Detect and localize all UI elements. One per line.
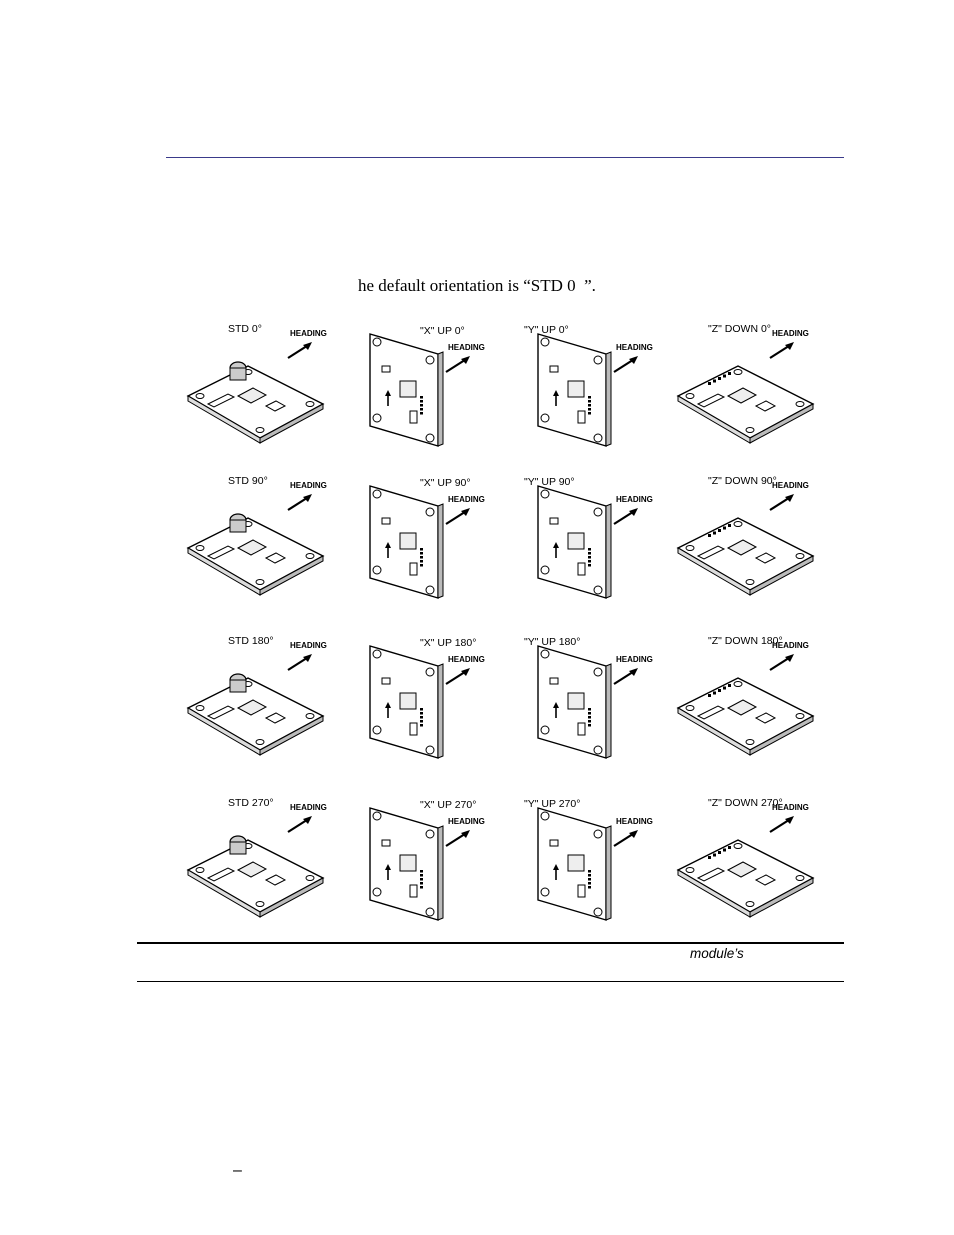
heading-label: HEADING (772, 641, 809, 650)
orientation-panel (178, 630, 343, 770)
heading-arrow-icon (770, 641, 809, 670)
board-illustration (178, 318, 343, 458)
board-drawing (370, 334, 443, 446)
board-illustration (350, 630, 515, 770)
board-illustration (668, 318, 833, 458)
figure-caption: module’s (690, 946, 744, 961)
orientation-panel (350, 470, 515, 610)
heading-arrow-icon (614, 817, 653, 846)
orientation-panel (668, 470, 833, 610)
heading-label: HEADING (772, 329, 809, 338)
board-illustration (518, 630, 683, 770)
orientation-label: "X" UP 270° (420, 799, 477, 811)
orientation-panel (178, 792, 343, 932)
board-illustration (668, 792, 833, 932)
orientation-label: STD 90° (228, 475, 268, 487)
heading-label: HEADING (616, 817, 653, 826)
heading-label: HEADING (616, 495, 653, 504)
board-drawing (538, 486, 611, 598)
heading-arrow-icon (446, 495, 485, 524)
heading-label: HEADING (448, 817, 485, 826)
orientation-label: "X" UP 0° (420, 325, 465, 337)
board-drawing (678, 840, 813, 917)
orientation-label: STD 0° (228, 323, 262, 335)
orientation-panel (518, 470, 683, 610)
orientation-label: STD 180° (228, 635, 274, 647)
heading-arrow-icon (614, 495, 653, 524)
board-illustration (178, 630, 343, 770)
orientation-label: "Y" UP 180° (524, 636, 581, 648)
board-illustration (518, 792, 683, 932)
heading-label: HEADING (448, 495, 485, 504)
heading-arrow-icon (614, 655, 653, 684)
heading-label: HEADING (772, 481, 809, 490)
heading-arrow-icon (288, 803, 327, 832)
heading-label: HEADING (616, 343, 653, 352)
heading-arrow-icon (770, 481, 809, 510)
board-drawing (370, 486, 443, 598)
heading-arrow-icon (288, 481, 327, 510)
board-drawing (188, 514, 323, 595)
heading-arrow-icon (446, 343, 485, 372)
board-illustration (518, 470, 683, 610)
board-drawing (188, 836, 323, 917)
orientation-panel (668, 792, 833, 932)
board-illustration (668, 630, 833, 770)
board-drawing (188, 362, 323, 443)
board-drawing (370, 646, 443, 758)
orientation-panel (350, 630, 515, 770)
board-drawing (188, 674, 323, 755)
orientation-label: "Y" UP 90° (524, 476, 575, 488)
orientation-panel (518, 318, 683, 458)
heading-label: HEADING (290, 329, 327, 338)
orientation-panel (668, 318, 833, 458)
heading-label: HEADING (772, 803, 809, 812)
board-drawing (678, 518, 813, 595)
orientation-label: "Z" DOWN 270° (708, 797, 783, 809)
board-drawing (370, 808, 443, 920)
orientation-label: "Y" UP 270° (524, 798, 581, 810)
heading-arrow-icon (446, 817, 485, 846)
heading-label: HEADING (448, 343, 485, 352)
board-illustration (668, 470, 833, 610)
orientation-panel (178, 318, 343, 458)
orientation-label: "X" UP 90° (420, 477, 471, 489)
board-illustration (518, 318, 683, 458)
heading-label: HEADING (290, 481, 327, 490)
board-drawing (538, 808, 611, 920)
orientation-panel (178, 470, 343, 610)
footer-dash: – (233, 1162, 242, 1179)
board-illustration (350, 792, 515, 932)
board-illustration (178, 792, 343, 932)
heading-arrow-icon (614, 343, 653, 372)
heading-label: HEADING (448, 655, 485, 664)
heading-arrow-icon (770, 329, 809, 358)
orientation-label: "X" UP 180° (420, 637, 477, 649)
orientation-label: "Z" DOWN 90° (708, 475, 777, 487)
heading-arrow-icon (288, 641, 327, 670)
board-illustration (178, 470, 343, 610)
orientation-label: "Y" UP 0° (524, 324, 569, 336)
heading-arrow-icon (446, 655, 485, 684)
intro-paragraph: he default orientation is “STD 0 ”. (358, 276, 596, 295)
board-illustration (350, 318, 515, 458)
board-drawing (678, 678, 813, 755)
orientation-panel (668, 630, 833, 770)
board-drawing (538, 646, 611, 758)
heading-label: HEADING (290, 641, 327, 650)
orientation-panel (518, 792, 683, 932)
heading-arrow-icon (770, 803, 809, 832)
orientation-panel (350, 318, 515, 458)
heading-label: HEADING (616, 655, 653, 664)
board-illustration (350, 470, 515, 610)
heading-arrow-icon (288, 329, 327, 358)
orientation-panel (518, 630, 683, 770)
orientation-label: "Z" DOWN 180° (708, 635, 783, 647)
caption-rule-bottom (137, 981, 844, 982)
orientation-panel (350, 792, 515, 932)
heading-label: HEADING (290, 803, 327, 812)
orientation-label: "Z" DOWN 0° (708, 323, 771, 335)
orientation-label: STD 270° (228, 797, 274, 809)
board-drawing (678, 366, 813, 443)
board-drawing (538, 334, 611, 446)
caption-rule-top (137, 942, 844, 944)
